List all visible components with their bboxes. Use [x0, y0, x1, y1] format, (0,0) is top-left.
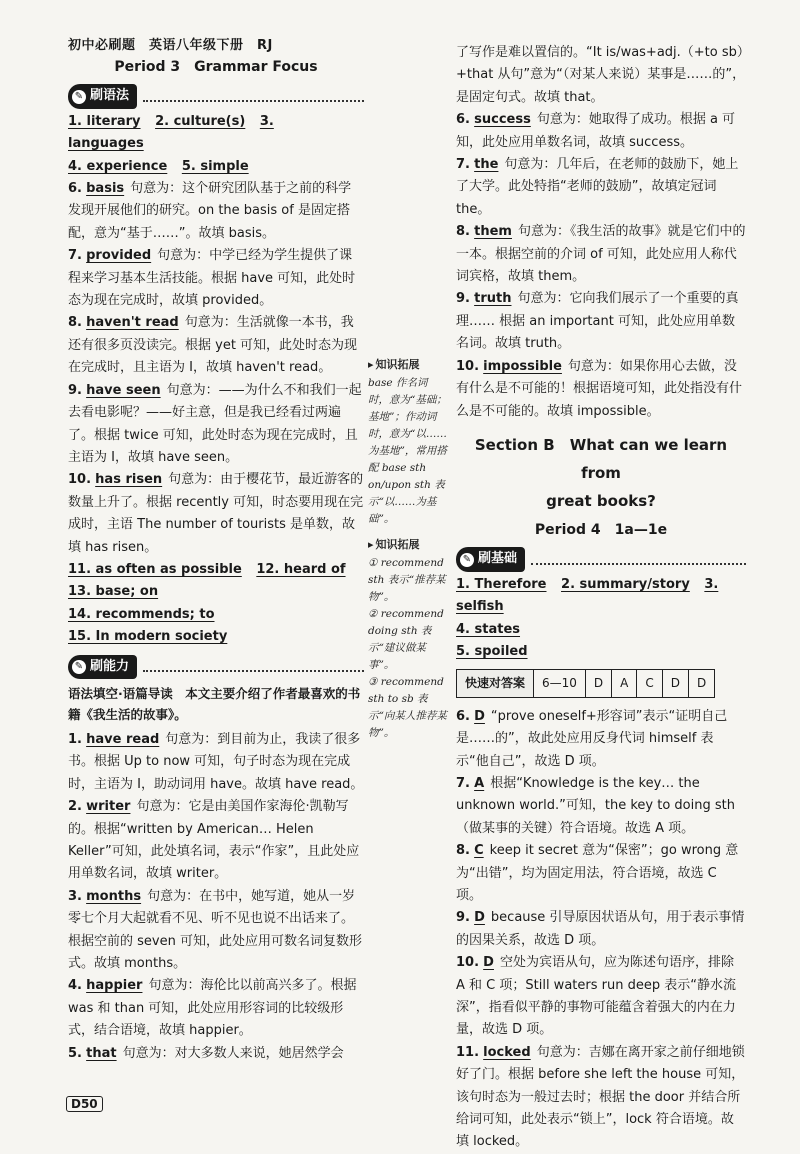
answer: 14. recommends; to — [68, 606, 215, 622]
answer-row — [456, 619, 746, 641]
list-item: 8. C keep it secret 意为“保密”；go wrong 意为“出错”，均为固定用法，符合语境，故选 C 项。 — [456, 843, 739, 903]
badge-row-grammar — [68, 84, 364, 108]
section-badge: ✎ 刷基础 — [456, 547, 525, 571]
quick-answer: C — [637, 670, 662, 697]
pen-icon: ✎ — [72, 660, 86, 674]
answer: 13. base; on — [68, 584, 159, 600]
answer-row — [68, 111, 364, 156]
answer: 11. as often as possible — [68, 561, 242, 577]
list-item: 9. D because 引导原因状语从句，用于表示事情的因果关系，故选 D 项。 — [456, 910, 745, 948]
list-item: 6. basis 句意为：这个研究团队基于之前的科学发现开展他们的研究。on the basis of 是固定搭配，意为“基于……”。故填 basis。 — [68, 181, 352, 241]
pen-icon: ✎ — [460, 553, 474, 567]
dotted-divider — [143, 662, 364, 672]
note-block — [368, 536, 448, 742]
answer-row — [68, 604, 364, 626]
answer: 5. spoiled — [456, 643, 528, 659]
quick-answer-table — [456, 669, 715, 697]
dotted-divider — [143, 92, 364, 102]
answer: 3. languages — [68, 113, 274, 152]
page-header: 初中必刷题 英语八年级下册 RJ — [68, 38, 273, 53]
list-item: 8. them 句意为：《我生活的故事》就是它们中的一本。根据空前的介词 of 可知，此处应用人称代词宾格，故填 them。 — [456, 224, 746, 285]
badge-row-basic — [456, 547, 746, 571]
note-title: ▸ 知识拓展 — [368, 536, 448, 553]
list-item: 7. provided 句意为：中学已经为学生提供了课程来学习基本生活技能。根据 have 可知，此处时态为现在完成时，故填 provided。 — [68, 248, 356, 309]
quick-answer: D — [662, 670, 688, 697]
list-item: 5. that 句意为：对大多数人来说，她居然学会 — [68, 1045, 344, 1061]
list-item: 6. success 句意为：她取得了成功。根据 a 可知，此处应用单数名词，故填 success。 — [456, 112, 736, 150]
answer: 2. summary/story — [561, 576, 690, 592]
note-block — [368, 356, 448, 528]
quick-label: 快速对答案 — [457, 670, 534, 697]
note-text: ② recommend doing sth 表示“建议做某事”。 — [368, 608, 444, 671]
badge-row-ability — [68, 655, 364, 679]
note-text: base 作名词时，意为“基础；基地”；作动词时，意为“以……为基地”，常用搭配 base sth on/upon sth 表示“以……为基础”。 — [368, 377, 447, 525]
answer: 2. culture(s) — [155, 113, 246, 129]
list-item: 8. haven't read 句意为：生活就像一本书，我还有很多页没读完。根据 yet 可知，此处时态为现在完成时，且主语为 I，故填 haven't read。 — [68, 315, 358, 376]
list-item: 9. have seen 句意为：——为什么不和我们一起去看电影呢？——好主意，但是我已经看过两遍了。根据 twice 可知，此处时态为现在完成时，且主语为 I，故填 have seen。 — [68, 382, 362, 465]
answer: 12. heard of — [256, 561, 346, 577]
answer-row — [68, 581, 364, 603]
answer: 4. states — [456, 621, 521, 637]
section-badge: ✎ 刷能力 — [68, 655, 137, 679]
answer: 5. simple — [181, 158, 249, 174]
list-item: 10. impossible 句意为：如果你用心去做，没有什么是不可能的！根据语境可知，此处指没有什么是不可能的。故填 impossible。 — [456, 358, 743, 419]
reading-guide: 语法填空·语篇导读 本文主要介绍了作者最喜欢的书籍《我生活的故事》。 — [68, 685, 361, 722]
answer: 15. In modern society — [68, 629, 228, 645]
list-item: 10. has risen 句意为：由于樱花节，最近游客的数量上升了。根据 recently 可知，时态要用现在完成时，主语 The number of tourists 是单数，故填 has risen。 — [68, 472, 364, 555]
quick-answer: D — [689, 670, 715, 697]
answer-row — [456, 641, 746, 663]
answer-row — [68, 559, 364, 581]
period-title: Period 3 Grammar Focus — [114, 59, 318, 75]
list-item: 3. months 句意为：在书中，她写道，她从一岁零七个月大起就看不见、听不见也说不出话来了。根据空前的 seven 可知，此处应用可数名词复数形式。故填 months。 — [68, 888, 362, 972]
list-item: 7. A 根据“Knowledge is the key… the unknown world.”可知，the key to doing sth（做某事的关键）符合语境。故选 A 项。 — [456, 775, 735, 836]
answer-row — [456, 574, 746, 619]
answer: 1. Therefore — [456, 576, 547, 592]
list-item: 2. writer 句意为：它是由美国作家海伦·凯勒写的。根据“written by American… Helen Keller”可知，此处填名词，表示“作家”，且此处应用单数名词，故填 writer。 — [68, 799, 360, 882]
section-badge: ✎ 刷语法 — [68, 84, 137, 108]
list-item: 7. the 句意为：几年后，在老师的鼓励下，她上了大学。此处特指“老师的鼓励”，故填定冠词 the。 — [456, 157, 739, 217]
list-item: 4. happier 句意为：海伦比以前高兴多了。根据 was 和 than 可知，此处应用形容词的比较级形式，结合语境，故填 happier。 — [68, 978, 357, 1039]
answer: 3. selfish — [456, 576, 719, 615]
quick-range: 6—10 — [534, 670, 586, 697]
answer: 4. experience — [68, 158, 168, 174]
answer-row — [68, 626, 364, 648]
section-title: Section B What can we learn from great books? — [474, 435, 728, 510]
right-column — [456, 42, 746, 1154]
note-text: ③ recommend sth to sb 表示“向某人推荐某物”。 — [368, 676, 447, 739]
pen-icon: ✎ — [72, 90, 86, 104]
left-column — [68, 52, 364, 1065]
list-item: 11. locked 句意为：吉娜在离开家之前仔细地锁好了门。根据 before she left the house 可知，该句时态为一般过去时；根据 the door 并结合所给词可知，此处表示“锁上”，lock 符合语境。故填 locked。 — [456, 1044, 745, 1150]
answer-row — [68, 156, 364, 178]
list-item: 1. have read 句意为：到目前为止，我读了很多书。根据 Up to now 可知，句子时态为现在完成时，主语为 I，助动词用 have。故填 have read。 — [68, 731, 364, 792]
note-title: ▸ 知识拓展 — [368, 356, 448, 373]
quick-answer: A — [612, 670, 637, 697]
page-number: D50 — [66, 1096, 103, 1112]
margin-notes — [368, 356, 448, 750]
note-text: ① recommend sth 表示“推荐某物”。 — [368, 557, 446, 603]
dotted-divider — [531, 555, 746, 565]
period-title: Period 4 1a—1e — [534, 521, 668, 538]
continued-text: 了写作是难以置信的。“It is/was+adj.（+to sb）+that 从句”意为“（对某人来说）某事是……的”，是固定句式。故填 that。 — [456, 45, 746, 105]
answer: 1. literary — [68, 113, 141, 129]
list-item: 10. D 空处为宾语从句，应为陈述句语序，排除 A 和 C 项；Still waters run deep 表示“静水流深”，指看似平静的事物可能蕴含着强大的内在力量，故选 D 项。 — [456, 955, 736, 1038]
quick-answer: D — [585, 670, 611, 697]
list-item: 9. truth 句意为：它向我们展示了一个重要的真理…… 根据 an important 可知，此处应用单数名词。故填 truth。 — [456, 291, 739, 352]
list-item: 6. D “prove oneself+形容词”表示“证明自己是……的”，故此处应用反身代词 himself 表示“他自己”，故选 D 项。 — [456, 708, 728, 769]
